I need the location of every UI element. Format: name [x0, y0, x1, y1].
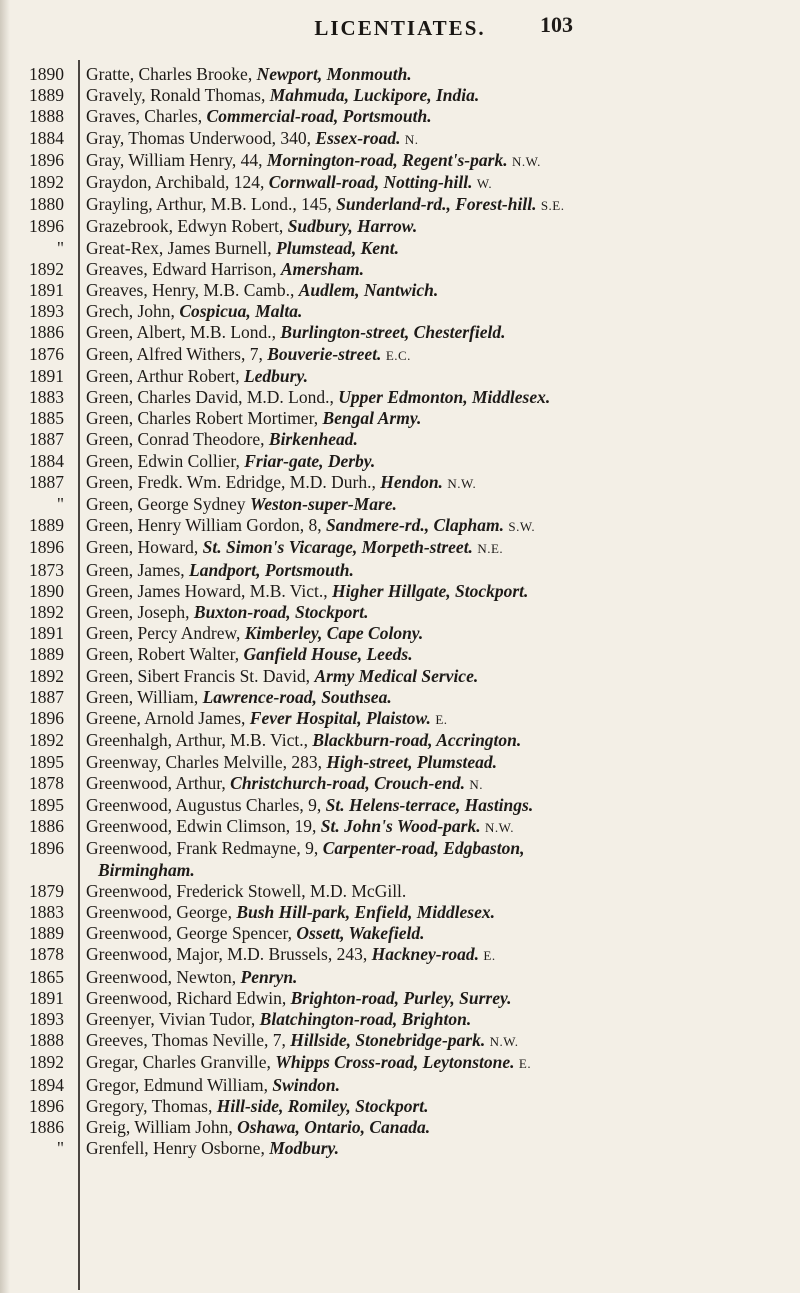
list-item	[0, 902, 800, 923]
list-item	[0, 988, 800, 1009]
entry-address: Blatchington-road, Brighton.	[259, 1008, 472, 1029]
entry-year: 1895	[29, 751, 64, 772]
list-item	[0, 537, 800, 559]
list-item	[0, 150, 800, 172]
entry-text	[74, 344, 786, 366]
entry-name: Gray, Thomas Underwood, 340,	[86, 127, 316, 148]
entry-address: Bouverie-street.	[267, 343, 382, 364]
entry-address: Weston-super-Mare.	[249, 494, 397, 515]
list-item	[0, 216, 800, 237]
entry-postal-district: E.C.	[385, 347, 411, 363]
list-item	[0, 472, 800, 494]
entry-year: 1884	[29, 450, 64, 471]
entry-year: 1893	[29, 301, 64, 322]
entry-year: 1865	[29, 966, 64, 987]
entry-address: Brighton-road, Purley, Surrey.	[290, 987, 512, 1008]
entry-text	[74, 64, 786, 85]
entry-address: Lawrence-road, Southsea.	[202, 686, 392, 707]
entry-name: Gray, William Henry, 44,	[86, 149, 267, 170]
entry-text	[74, 602, 786, 623]
entry-postal-district: W.	[476, 176, 493, 192]
list-item	[0, 301, 800, 322]
entry-address: Essex-road.	[315, 127, 401, 148]
entry-address: Ossett, Wakefield.	[296, 923, 425, 944]
entry-text	[74, 560, 786, 581]
entry-address: Modbury.	[269, 1138, 340, 1159]
list-item	[0, 923, 800, 944]
entry-text	[74, 816, 786, 838]
entry-text	[74, 494, 786, 515]
entry-year: 1892	[29, 172, 64, 193]
entry-name: Greig, William John,	[86, 1116, 238, 1137]
entry-year: 1896	[29, 1095, 64, 1116]
entry-text	[74, 902, 786, 923]
entry-name: Green, Edwin Collier,	[86, 450, 245, 471]
entry-year: 1896	[29, 838, 64, 859]
list-item	[0, 1096, 800, 1117]
entry-year: 1891	[29, 365, 64, 386]
list-item	[0, 602, 800, 623]
entry-address: Cornwall-road, Notting-hill.	[268, 172, 473, 193]
entry-postal-district: N.W.	[484, 820, 514, 836]
list-item	[0, 687, 800, 708]
entry-text	[74, 150, 786, 172]
list-item	[0, 85, 800, 106]
entry-address: Mahmuda, Luckipore, India.	[269, 85, 480, 106]
entry-year: 1873	[29, 559, 64, 580]
entry-address: High-street, Plumstead.	[326, 751, 498, 772]
entry-address: Buxton-road, Stockport.	[193, 602, 369, 623]
entry-name: Greenwood, Major, M.D. Brussels, 243,	[86, 944, 372, 965]
entry-name: Gregar, Charles Granville,	[86, 1052, 276, 1073]
entry-address: Bengal Army.	[322, 408, 422, 429]
entry-year: 1892	[29, 730, 64, 751]
entry-name: Gravely, Ronald Thomas,	[86, 85, 270, 106]
entry-text	[74, 451, 786, 472]
entry-text	[74, 408, 786, 429]
entry-text	[74, 429, 786, 450]
entry-text	[74, 1138, 786, 1159]
entry-address: Blackburn-road, Accrington.	[312, 730, 522, 751]
entry-address: Plumstead, Kent.	[276, 237, 400, 258]
entry-year: 1889	[29, 515, 64, 536]
list-item	[0, 752, 800, 773]
entry-year: 1894	[29, 1074, 64, 1095]
entry-year: 1885	[29, 408, 64, 429]
entry-address: Penryn.	[240, 966, 298, 987]
entry-name: Greenwood, Frank Redmayne, 9,	[86, 838, 323, 859]
entry-address: Commercial-road, Portsmouth.	[206, 106, 432, 127]
list-item	[0, 666, 800, 687]
entry-text	[74, 1009, 786, 1030]
entry-text	[74, 752, 786, 773]
list-item	[0, 515, 800, 537]
entry-name: Green, Arthur Robert,	[86, 365, 244, 386]
list-item	[0, 172, 800, 194]
entry-text	[74, 322, 786, 343]
entry-postal-district: S.W.	[508, 519, 536, 535]
entry-name: Greenwood, Edwin Climson, 19,	[86, 816, 321, 837]
entry-year: 1892	[29, 258, 64, 279]
entry-year: 1892	[29, 665, 64, 686]
entry-text	[74, 85, 786, 106]
entry-address: Sudbury, Harrow.	[287, 216, 418, 237]
entry-text	[74, 366, 786, 387]
entry-year: 1880	[29, 194, 64, 215]
entry-postal-district: E.	[518, 1056, 532, 1072]
list-item	[0, 1052, 800, 1074]
entry-name: Green, Albert, M.B. Lond.,	[86, 322, 281, 343]
entry-year: 1883	[29, 901, 64, 922]
entry-year: "	[56, 1138, 64, 1159]
entry-text	[74, 838, 786, 880]
entry-name: Greenhalgh, Arthur, M.B. Vict.,	[86, 730, 313, 751]
entry-postal-district: N.W.	[489, 1034, 519, 1050]
entry-address: Whipps Cross-road, Leytonstone.	[275, 1052, 515, 1073]
list-item	[0, 429, 800, 450]
entry-name: Grayling, Arthur, M.B. Lond., 145,	[86, 194, 337, 215]
entry-year: 1883	[29, 387, 64, 408]
entry-text	[74, 644, 786, 665]
entry-address: Newport, Monmouth.	[256, 64, 412, 84]
entry-address: Higher Hillgate, Stockport.	[332, 580, 529, 601]
entry-address: Sandmere-rd., Clapham.	[326, 515, 504, 536]
list-item	[0, 128, 800, 150]
entry-text	[74, 623, 786, 644]
list-item	[0, 838, 800, 880]
entry-address: Amersham.	[280, 258, 365, 279]
list-item	[0, 408, 800, 429]
entry-name: Gratte, Charles Brooke,	[86, 64, 257, 84]
page-title: LICENTIATES.	[314, 16, 486, 40]
entry-text	[74, 988, 786, 1009]
entry-text	[74, 708, 786, 730]
entry-name: Greenway, Charles Melville, 283,	[86, 751, 327, 772]
entry-text	[74, 881, 786, 902]
entry-year: 1892	[29, 602, 64, 623]
list-item	[0, 280, 800, 301]
list-item	[0, 106, 800, 127]
entry-text	[74, 944, 786, 966]
entry-year: 1896	[29, 149, 64, 170]
list-item	[0, 730, 800, 751]
entry-year: 1896	[29, 216, 64, 237]
entry-name: Green, Alfred Withers, 7,	[86, 343, 268, 364]
entry-text	[74, 128, 786, 150]
entry-name: Green, Conrad Theodore,	[86, 429, 269, 450]
list-item	[0, 795, 800, 816]
entry-name: Green, Percy Andrew,	[86, 623, 245, 644]
entry-postal-district: N.W.	[447, 475, 477, 491]
entry-text	[74, 1030, 786, 1052]
list-item	[0, 1117, 800, 1138]
list-item	[0, 344, 800, 366]
entry-postal-district: E.	[435, 712, 448, 728]
entry-name: Greenyer, Vivian Tudor,	[86, 1008, 260, 1029]
entry-year: 1896	[29, 537, 64, 558]
entry-year: 1892	[29, 1052, 64, 1073]
entry-year: 1884	[29, 127, 64, 148]
list-item	[0, 494, 800, 515]
entry-postal-district: E.	[483, 948, 496, 964]
list-item	[0, 708, 800, 730]
entry-name: Great-Rex, James Burnell,	[86, 237, 277, 258]
entry-text	[74, 1096, 786, 1117]
entry-name: Greeves, Thomas Neville, 7,	[86, 1030, 291, 1051]
entry-name: Greenwood, Frederick Stowell, M.D. McGill.	[86, 880, 407, 901]
entry-name: Greaves, Henry, M.B. Camb.,	[86, 280, 299, 301]
entry-name: Green, Sibert Francis St. David,	[86, 665, 315, 686]
entry-text	[74, 387, 786, 408]
entry-address: Sunderland-rd., Forest-hill.	[336, 194, 537, 215]
entry-text	[74, 172, 786, 194]
entry-address: Audlem, Nantwich.	[298, 280, 439, 301]
entry-year: 1893	[29, 1008, 64, 1029]
page-number: 103	[540, 12, 573, 37]
list-item	[0, 644, 800, 665]
entry-year: 1891	[29, 987, 64, 1008]
entry-postal-district: N.	[404, 131, 419, 147]
list-item	[0, 1138, 800, 1159]
entry-name: Green, James Howard, M.B. Vict.,	[86, 580, 333, 601]
entry-address: Carpenter-road, Edgbaston,	[322, 838, 525, 859]
entry-address: St. Simon's Vicarage, Morpeth-street.	[202, 537, 473, 558]
entry-year: 1891	[29, 280, 64, 301]
list-item	[0, 560, 800, 581]
entry-address: Bush Hill-park, Enfield, Middlesex.	[236, 901, 495, 922]
entry-address: St. Helens-terrace, Hastings.	[325, 794, 534, 815]
entry-name: Greenwood, Richard Edwin,	[86, 987, 291, 1008]
entry-name: Grech, John,	[86, 301, 180, 322]
entry-text	[74, 666, 786, 687]
entry-name: Green, James,	[86, 559, 190, 580]
entry-text	[74, 472, 786, 494]
list-item	[0, 1009, 800, 1030]
entry-year: 1887	[29, 429, 64, 450]
entry-address: Oshawa, Ontario, Canada.	[237, 1116, 431, 1137]
entry-name: Greenwood, Augustus Charles, 9,	[86, 794, 326, 815]
entry-address: Hackney-road.	[371, 944, 480, 965]
entry-year: 1886	[29, 816, 64, 837]
entry-text	[74, 730, 786, 751]
entry-address: Landport, Portsmouth.	[189, 559, 354, 580]
entry-year: 1889	[29, 85, 64, 106]
list-item	[0, 366, 800, 387]
entry-text	[74, 773, 786, 795]
entry-name: Gregory, Thomas,	[86, 1095, 217, 1116]
entry-text	[74, 194, 786, 216]
entry-text	[74, 515, 786, 537]
entry-year: "	[56, 494, 64, 515]
list-item	[0, 881, 800, 902]
entry-address: Army Medical Service.	[314, 665, 479, 686]
list-item	[0, 967, 800, 988]
entry-name: Greene, Arnold James,	[86, 708, 250, 729]
entry-year: 1886	[29, 322, 64, 343]
entry-address: Friar-gate, Derby.	[244, 450, 376, 471]
entry-address: Hill-side, Romiley, Stockport.	[216, 1095, 429, 1116]
entry-postal-district: N.W.	[511, 153, 541, 169]
entry-address: Cospicua, Malta.	[179, 301, 303, 322]
list-item	[0, 623, 800, 644]
entry-name: Graves, Charles,	[86, 106, 207, 127]
entry-name: Greenwood, George,	[86, 901, 237, 922]
entry-text	[74, 1117, 786, 1138]
list-item	[0, 1075, 800, 1096]
entry-address: St. John's Wood-park.	[320, 816, 481, 837]
entry-address: Ganfield House, Leeds.	[243, 644, 413, 665]
entry-address: Kimberley, Cape Colony.	[244, 623, 424, 644]
entry-text	[74, 1052, 786, 1074]
list-item	[0, 194, 800, 216]
entry-name: Green, Joseph,	[86, 602, 194, 623]
entry-name: Greaves, Edward Harrison,	[86, 258, 281, 279]
list-item	[0, 322, 800, 343]
entry-text	[74, 795, 786, 816]
list-item	[0, 64, 800, 85]
entry-name: Greenwood, George Spencer,	[86, 923, 297, 944]
entry-address: Christchurch-road, Crouch-end.	[230, 772, 465, 793]
entry-name: Green, Henry William Gordon, 8,	[86, 515, 327, 536]
entry-year: 1887	[29, 686, 64, 707]
entry-name: Green, George Sydney	[86, 494, 250, 515]
entry-name: Green, Charles David, M.D. Lond.,	[86, 387, 339, 408]
list-item	[0, 451, 800, 472]
list-item	[0, 259, 800, 280]
entry-name: Greenwood, Arthur,	[86, 772, 231, 793]
entry-address: Hendon.	[380, 471, 443, 492]
entry-text	[74, 1075, 786, 1096]
entry-year: 1888	[29, 1030, 64, 1051]
list-item	[0, 1030, 800, 1052]
entry-text	[74, 216, 786, 237]
entries-list	[0, 64, 800, 1159]
entry-text	[74, 967, 786, 988]
entry-year: 1879	[29, 880, 64, 901]
entry-text	[74, 301, 786, 322]
entry-address: Burlington-street, Chesterfield.	[280, 322, 506, 343]
list-item	[0, 773, 800, 795]
entry-address: Hillside, Stonebridge-park.	[290, 1030, 486, 1051]
entry-year: 1888	[29, 106, 64, 127]
entry-name: Green, Fredk. Wm. Edridge, M.D. Durh.,	[86, 471, 381, 492]
entry-text	[74, 106, 786, 127]
entry-name: Graydon, Archibald, 124,	[86, 172, 269, 193]
entry-text	[74, 238, 786, 259]
list-item	[0, 387, 800, 408]
entry-year: "	[56, 237, 64, 258]
entry-address: Swindon.	[272, 1074, 340, 1095]
entry-postal-district: S.E.	[540, 198, 565, 214]
entry-name: Green, Robert Walter,	[86, 644, 244, 665]
entry-text	[74, 259, 786, 280]
entry-name: Green, Charles Robert Mortimer,	[86, 408, 323, 429]
entry-year: 1890	[29, 64, 64, 84]
entry-text	[74, 687, 786, 708]
entry-year: 1886	[29, 1116, 64, 1137]
list-item	[0, 238, 800, 259]
entry-postal-district: N.E.	[477, 541, 504, 557]
entry-year: 1887	[29, 471, 64, 492]
entry-year: 1895	[29, 794, 64, 815]
entry-year: 1878	[29, 772, 64, 793]
entry-text	[74, 537, 786, 559]
list-item	[0, 816, 800, 838]
entry-name: Greenwood, Newton,	[86, 966, 241, 987]
entry-name: Grenfell, Henry Osborne,	[86, 1138, 270, 1159]
entry-address: Birkenhead.	[268, 429, 358, 450]
entry-name: Green, Howard,	[86, 537, 203, 558]
entry-year: 1891	[29, 623, 64, 644]
entry-year: 1889	[29, 923, 64, 944]
entry-year: 1889	[29, 644, 64, 665]
entry-name: Green, William,	[86, 686, 203, 707]
entry-year: 1878	[29, 944, 64, 965]
entry-address: Fever Hospital, Plaistow.	[249, 708, 431, 729]
entry-address: Mornington-road, Regent's-park.	[266, 149, 508, 170]
entry-text	[74, 923, 786, 944]
entry-address: Ledbury.	[243, 365, 308, 386]
entry-address: Upper Edmonton, Middlesex.	[338, 387, 551, 408]
entry-year: 1876	[29, 343, 64, 364]
entry-text	[74, 581, 786, 602]
list-item	[0, 581, 800, 602]
entry-postal-district: N.	[469, 776, 484, 792]
entry-year: 1890	[29, 580, 64, 601]
entry-name: Grazebrook, Edwyn Robert,	[86, 216, 288, 237]
entry-year: 1896	[29, 708, 64, 729]
list-item	[0, 944, 800, 966]
entry-text	[74, 280, 786, 301]
entry-name: Gregor, Edmund William,	[86, 1074, 273, 1095]
entry-address-continuation: Birmingham.	[98, 859, 195, 880]
